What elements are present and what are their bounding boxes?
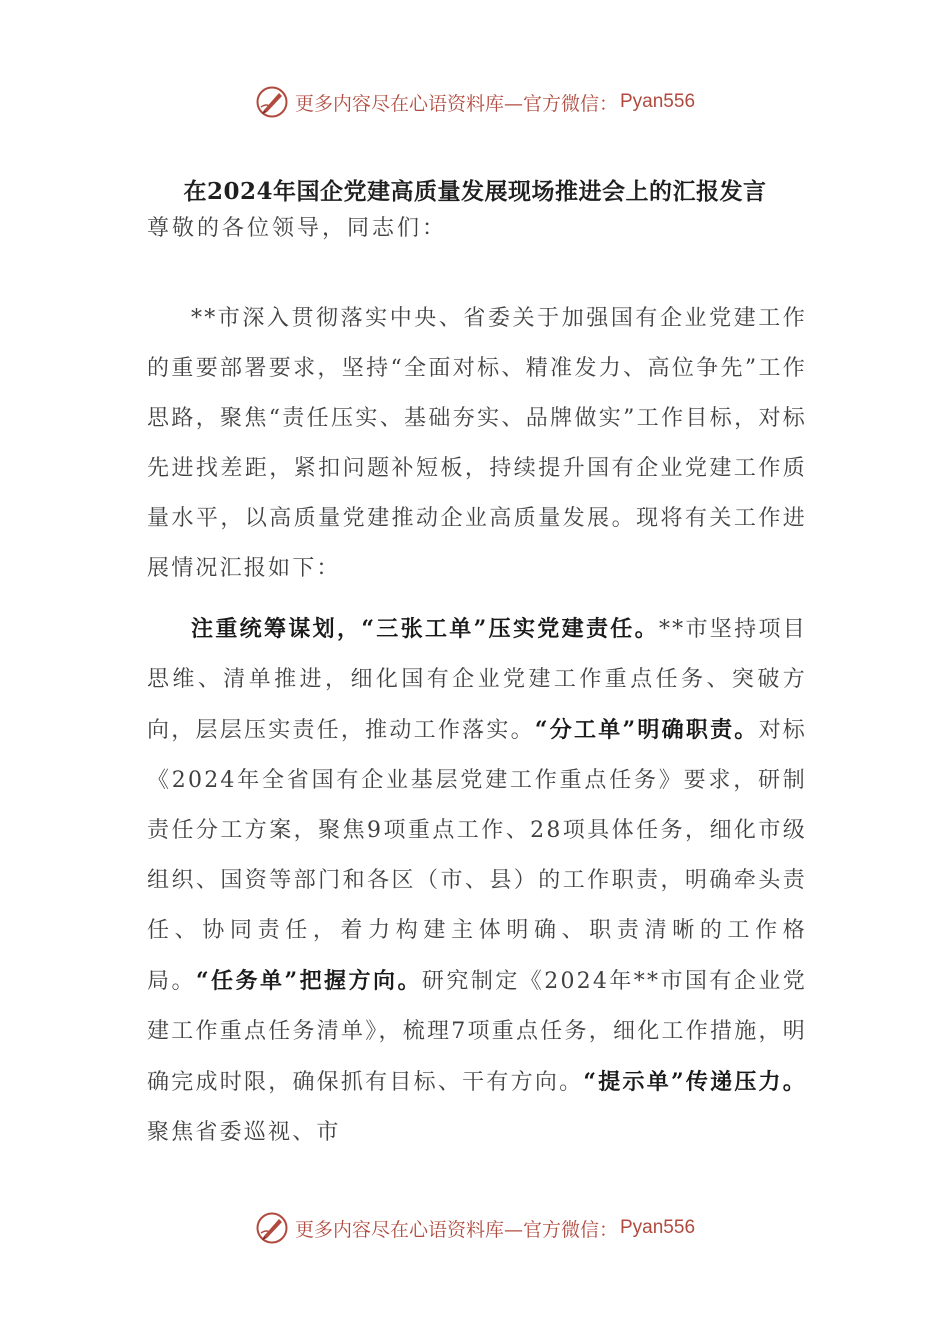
watermark-wechat-id: Pyan556 bbox=[620, 91, 696, 112]
watermark-text: 更多内容尽在心语资料库—官方微信： bbox=[294, 92, 618, 115]
section-text-1: **市坚持项目思维、清单推进，细化国有企业党建工作重点任务、突破方向，层层压实责任，推动工作落实。 bbox=[147, 617, 807, 743]
watermark-text: 更多内容尽在心语资料库—官方微信： bbox=[294, 1218, 618, 1241]
subheading-task-sheet: “任务单”把握方向。 bbox=[195, 968, 422, 994]
quill-pen-logo-icon bbox=[255, 85, 289, 119]
salutation: 尊敬的各位领导，同志们： bbox=[147, 216, 448, 241]
paragraph-section-one bbox=[147, 604, 807, 1158]
watermark-banner-bottom bbox=[0, 1206, 950, 1250]
section-text-4: 聚焦省委巡视、市 bbox=[147, 1120, 341, 1145]
section-text-2: 对标《2024年全省国有企业基层党建工作重点任务》要求，研制责任分工方案，聚焦9项重点工作、28项具体任务，细化市级组织、国资等部门和各区（市、县）的工作职责，明确牵头责任、协同责任，着力构建主体明确、职责清晰的工作格局。 bbox=[147, 718, 808, 994]
watermark-wechat-id: Pyan556 bbox=[620, 1217, 696, 1238]
watermark-banner-top bbox=[0, 80, 950, 124]
section-text-3: 研究制定《2024年**市国有企业党建工作重点任务清单》，梳理7项重点任务，细化工作措施，明确完成时限，确保抓有目标、干有方向。 bbox=[147, 969, 807, 1095]
paragraph-intro: **市深入贯彻落实中央、省委关于加强国有企业党建工作的重要部署要求，坚持“全面对标、精准发力、高位争先”工作思路，聚焦“责任压实、基础夯实、品牌做实”工作目标，对标先进找差距，紧扣问题补短板，持续提升国有企业党建工作质量水平，以高质量党建推动企业高质量发展。现将有关工作进展情况汇报如下： bbox=[147, 306, 807, 581]
subheading-division-sheet: “分工单”明确职责。 bbox=[534, 717, 759, 743]
section-heading: 注重统筹谋划，“三张工单”压实党建责任。 bbox=[191, 616, 659, 642]
quill-pen-logo-icon bbox=[255, 1211, 289, 1245]
subheading-reminder-sheet: “提示单”传递压力。 bbox=[583, 1069, 807, 1095]
document-title: 在2024年国企党建高质量发展现场推进会上的汇报发言 bbox=[183, 178, 767, 205]
